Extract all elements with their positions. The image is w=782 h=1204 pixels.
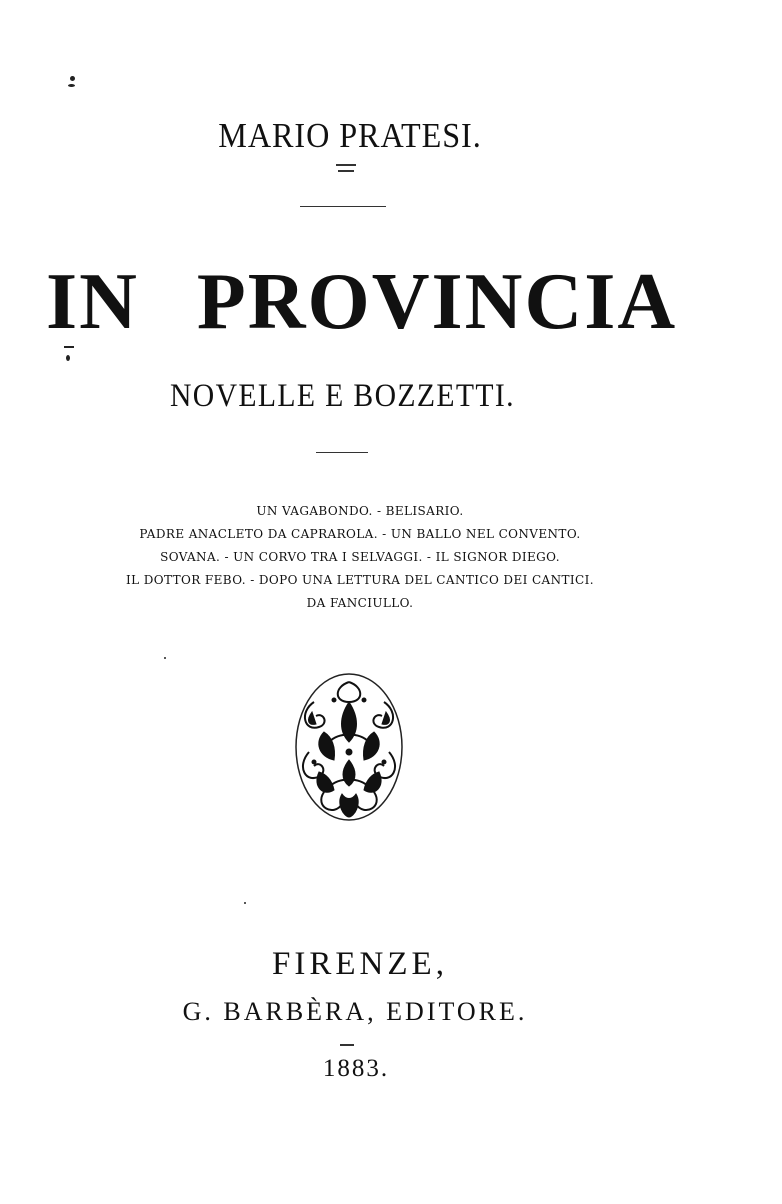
book-title: [46, 258, 678, 346]
contents-list: [0, 500, 720, 615]
author-underline-mark: [338, 170, 354, 172]
ink-speck: [244, 902, 246, 904]
ink-speck: [68, 84, 75, 87]
ink-speck: [70, 76, 75, 81]
book-subtitle: NOVELLE E BOZZETTI.: [170, 378, 515, 414]
publication-year: 1883.: [322, 1055, 390, 1082]
ink-speck: [164, 657, 166, 659]
divider-rule: [340, 1044, 354, 1046]
divider-rule: [300, 206, 386, 207]
ink-speck: [66, 355, 70, 361]
title-word-2: PROVINCIA: [196, 258, 678, 346]
author-name: MARIO PRATESI.: [218, 116, 482, 155]
contents-line: PADRE ANACLETO DA CAPRAROLA. - UN BALLO NEL CONVENTO.: [139, 527, 581, 541]
publication-city: FIRENZE,: [272, 946, 448, 982]
publisher-name: G. BARBÈRA, EDITORE.: [182, 997, 528, 1026]
contents-line: IL DOTTOR FEBO. - DOPO UNA LETTURA DEL CANTICO DEI CANTICI.: [126, 573, 594, 587]
floral-vignette-icon: [294, 672, 404, 822]
ink-speck: [64, 346, 74, 348]
author-underline-mark: [336, 164, 356, 166]
contents-line: DA FANCIULLO.: [306, 596, 414, 610]
title-word-1: IN: [46, 258, 139, 346]
divider-rule: [316, 452, 368, 453]
contents-line: SOVANA. - UN CORVO TRA I SELVAGGI. - IL SIGNOR DIEGO.: [160, 550, 560, 564]
contents-line: UN VAGABONDO. - BELISARIO.: [256, 504, 464, 518]
